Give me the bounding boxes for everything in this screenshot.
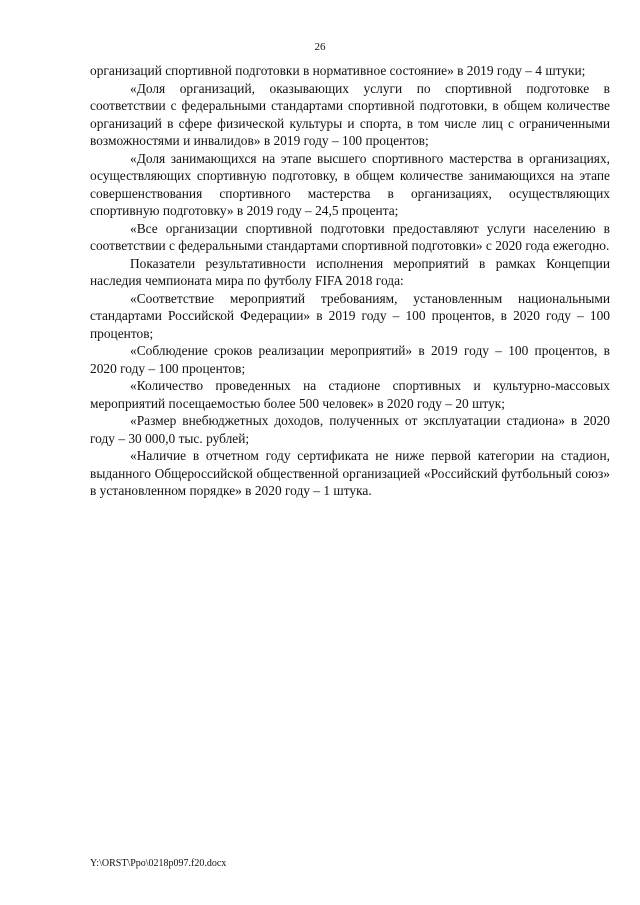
paragraph-4: «Все организации спортивной подготовки предоставляют услуги населению в соответствии с федеральными стандартами спортивной подготовки» с 2020 года ежегодно.	[90, 220, 610, 253]
paragraph-7: «Соблюдение сроков реализации мероприятий» в 2019 году – 100 процентов, в 2020 году – 100 процентов;	[90, 343, 610, 376]
page-number: 26	[314, 41, 326, 53]
file-path-footer: Y:\ORST\Ppo\0218p097.f20.docx	[90, 858, 227, 869]
paragraph-10: «Наличие в отчетном году сертификата не ниже первой категории на стадион, выданного Общероссийской общественной организацией «Российский футбольный союз» в установленном порядке» в 2020 году – 1 штука.	[90, 448, 610, 498]
paragraph-5: Показатели результативности исполнения мероприятий в рамках Концепции наследия чемпионата мира по футболу FIFA 2018 года:	[90, 255, 610, 288]
paragraph-1: организаций спортивной подготовки в нормативное состояние» в 2019 году – 4 штуки;	[90, 63, 586, 78]
paragraph-3: «Доля занимающихся на этапе высшего спортивного мастерства в организациях, осуществляющих спортивную подготовку, в общем количестве занимающихся на этапе совершенствования спортивного мастерства в организациях, осуществляющих спортивную подготовку» в 2019 году – 24,5 процента;	[90, 150, 610, 218]
paragraph-6: «Соответствие мероприятий требованиям, установленным национальными стандартами Российской Федерации» в 2019 году – 100 процентов, в 2020 году – 100 процентов;	[90, 290, 610, 341]
document-body	[90, 62, 610, 500]
paragraph-8: «Количество проведенных на стадионе спортивных и культурно-массовых мероприятий посещаемостью более 500 человек» в 2020 году – 20 штук;	[90, 378, 610, 411]
paragraph-2: «Доля организаций, оказывающих услуги по спортивной подготовке в соответствии с федеральными стандартами спортивной подготовки, в общем количестве организаций в сфере физической культуры и спорта, в том числе лиц с ограниченными возможностями и инвалидов» в 2019 году – 100 процентов;	[90, 80, 610, 148]
paragraph-9: «Размер внебюджетных доходов, полученных от эксплуатации стадиона» в 2020 году – 30 000,0 тыс. рублей;	[90, 413, 610, 446]
